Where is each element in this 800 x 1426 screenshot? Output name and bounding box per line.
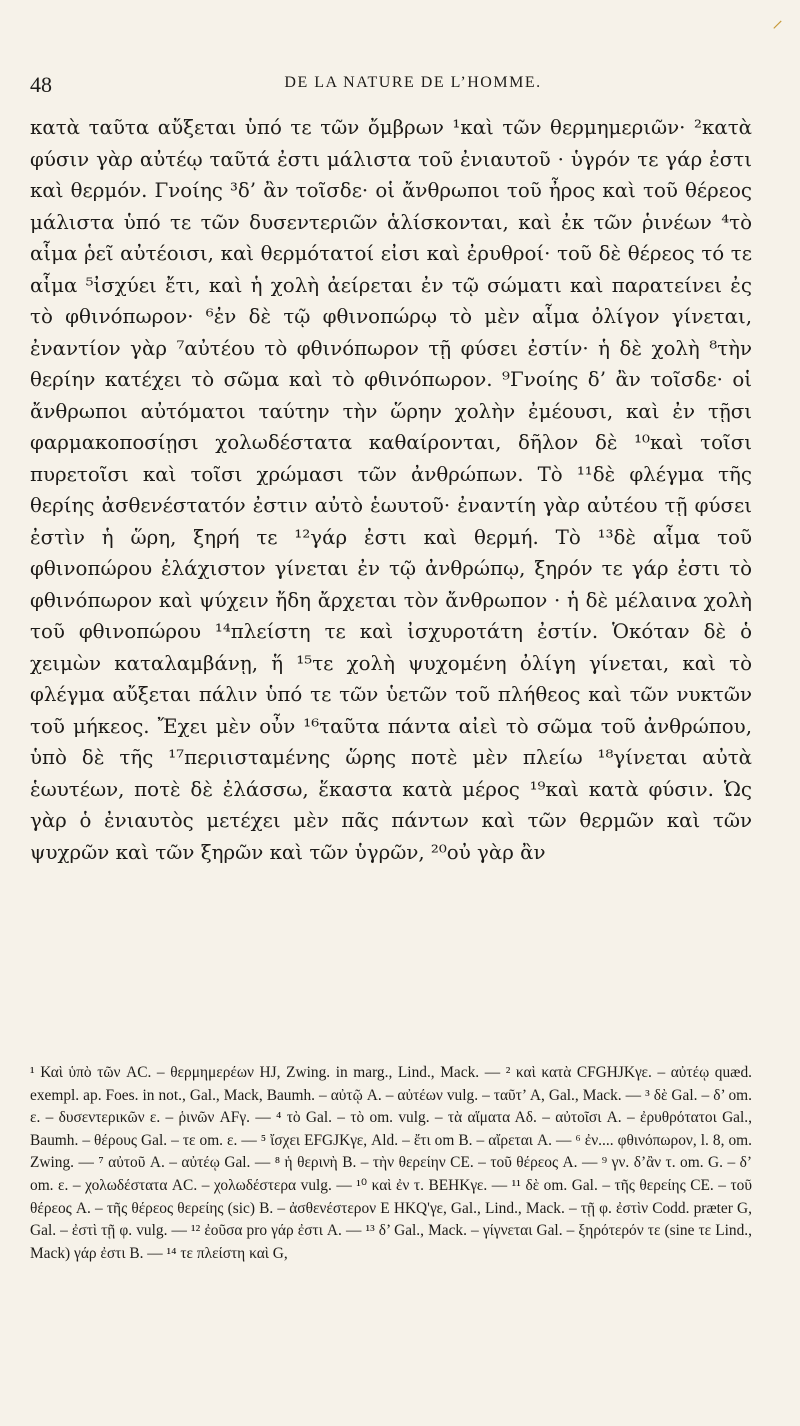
corner-mark: ⸝ bbox=[772, 8, 784, 33]
body-text: κατὰ ταῦτα αὔξεται ὑπό τε τῶν ὄμβρων ¹καὶ τῶν θερμημεριῶν· ²κατὰ φύσιν γὰρ αὐτέῳ ταῦτά ἐστι μάλιστα τοῦ ἐνιαυτοῦ · ὑγρόν τε γάρ ἐστι καὶ θερμόν. Γνοίης ³δ’ ἂν τοῖσδε· οἱ ἄνθρωποι τοῦ ἦρος καὶ τοῦ θέρεος μάλιστα ὑπό τε τῶν δυσεντεριῶν ἁλίσκονται, καὶ ἐκ τῶν ῥινέων ⁴τὸ αἷμα ῥεῖ αὐτέοισι, καὶ θερμότατοί εἰσι καὶ ἐρυθροί· τοῦ δὲ θέρεος τό τε αἷμα ⁵ἰσχύει ἔτι, καὶ ἡ χολὴ ἀείρεται ἐν τῷ σώματι καὶ παρατείνει ἐς τὸ φθινόπωρον· ⁶ἐν δὲ τῷ φθινοπώρῳ τὸ μὲν αἷμα ὀλίγον γίνεται, ἐναντίον γὰρ ⁷αὐτέου τὸ φθινόπωρον τῇ φύσει ἐστίν· ἡ δὲ χολὴ ⁸τὴν θερίην κατέχει τὸ σῶμα καὶ τὸ φθινόπωρον. ⁹Γνοίης δ’ ἂν τοῖσδε· οἱ ἄνθρωποι αὐτόματοι ταύτην τὴν ὥρην χολὴν ἐμέουσι, καὶ ἐν τῇσι φαρμακοποσίῃσι χολωδέστατα καθαίρονται, δῆλον δὲ ¹⁰καὶ τοῖσι πυρετοῖσι καὶ τοῖσι χρώμασι τῶν ἀνθρώπων. Τὸ ¹¹δὲ φλέγμα τῆς θερίης ἀσθενέστατόν ἐστιν αὐτὸ ἑωυτοῦ· ἐναντίη γὰρ αὐτέου τῇ φύσει ἐστὶν ἡ ὥρη, ξηρή τε ¹²γάρ ἐστι καὶ θερμή. Τὸ ¹³δὲ αἷμα τοῦ φθινοπώρου ἐλάχιστον γίνεται ἐν τῷ ἀνθρώπῳ, ξηρόν τε γάρ ἐστι τὸ φθινόπωρον καὶ ψύχειν ἤδη ἄρχεται τὸν ἄνθρωπον · ἡ δὲ μέλαινα χολὴ τοῦ φθινοπώρου ¹⁴πλείστη τε καὶ ἰσχυροτάτη ἐστίν. Ὁκόταν δὲ ὁ χειμὼν καταλαμβάνῃ, ἥ ¹⁵τε χολὴ ψυχομένη ὀλίγη γίνεται, καὶ τὸ φλέγμα αὔξεται πάλιν ὑπό τε τῶν ὑετῶν τοῦ πλήθεος καὶ τῶν νυκτῶν τοῦ μήκεος. Ἔχει μὲν οὖν ¹⁶ταῦτα πάντα αἰεὶ τὸ σῶμα τοῦ ἀνθρώπου, ὑπὸ δὲ τῆς ¹⁷περιισταμένης ὥρης ποτὲ μὲν πλείω ¹⁸γίνεται αὐτὰ ἑωυτέων, ποτὲ δὲ ἐλάσσω, ἕκαστα κατὰ μέρος ¹⁹καὶ κατὰ φύσιν. Ὡς γὰρ ὁ ἐνιαυτὸς μετέχει μὲν πᾶς πάντων καὶ τῶν θερμῶν καὶ τῶν ψυχρῶν καὶ τῶν ξηρῶν καὶ τῶν ὑγρῶν, ²⁰οὐ γὰρ ἂν bbox=[30, 116, 752, 864]
page-number: 48 bbox=[30, 72, 52, 97]
running-title: DE LA NATURE DE L’HOMME. bbox=[284, 74, 542, 91]
footnotes: ¹ Καὶ ὑπὸ τῶν AC. – θερμημερέων HJ, Zwing. in marg., Lind., Mack. — ² καὶ κατὰ CFGHJKγε. – αὐτέῳ quæd. exempl. ap. Foes. in not., Gal., Mack, Baumh. – αὐτῷ A. – αὐτέων vulg. – ταῦτ’ A, Gal., Mack. — ³ δὲ Gal. – δ’ om. ε. – δυσεντερικῶν ε. – ῥινῶν AFγ. — ⁴ τὸ Gal. – τὸ om. vulg. – τὰ αἵματα Αδ. – αὐτοῖσι A. – ἐρυθρότατοι Gal., Baumh. – θέρους Gal. – τε om. ε. — ⁵ ἴσχει EFGJKγε, Ald. – ἔτι om B. – αἴρεται A. — ⁶ ἐν.... φθινόπωρον, l. 8, om. Zwing. — ⁷ αὐτοῦ A. – αὐτέῳ Gal. — ⁸ ἡ θερινὴ B. – τὴν θερείην CE. – τοῦ θέρεος A. — ⁹ γν. δ’ἂν τ. om. G. – δ’ om. ε. – χολωδέστατα AC. – χολωδέστερα vulg. — ¹⁰ καὶ ἐν τ. BEHKγε. — ¹¹ δὲ om. Gal. – τῆς θερείης CE. – τοῦ θέρεος A. – τῆς θέρεος θερείης (sic) B. – ἀσθενέστερον E HKQ'γε, Gal., Lind., Mack. – τῇ φ. ἐστὶν Codd. præter G, Gal. – ἐστὶ τῇ φ. vulg. — ¹² ἐοῦσα pro γάρ ἐστι A. — ¹³ δ’ Gal., Mack. – γίγνεται Gal. – ξηρότερόν τε (sine τε Lind., Mack) γάρ ἐστι B. — ¹⁴ τε πλείστη καὶ G, bbox=[30, 1064, 752, 1262]
page-header bbox=[30, 72, 736, 98]
